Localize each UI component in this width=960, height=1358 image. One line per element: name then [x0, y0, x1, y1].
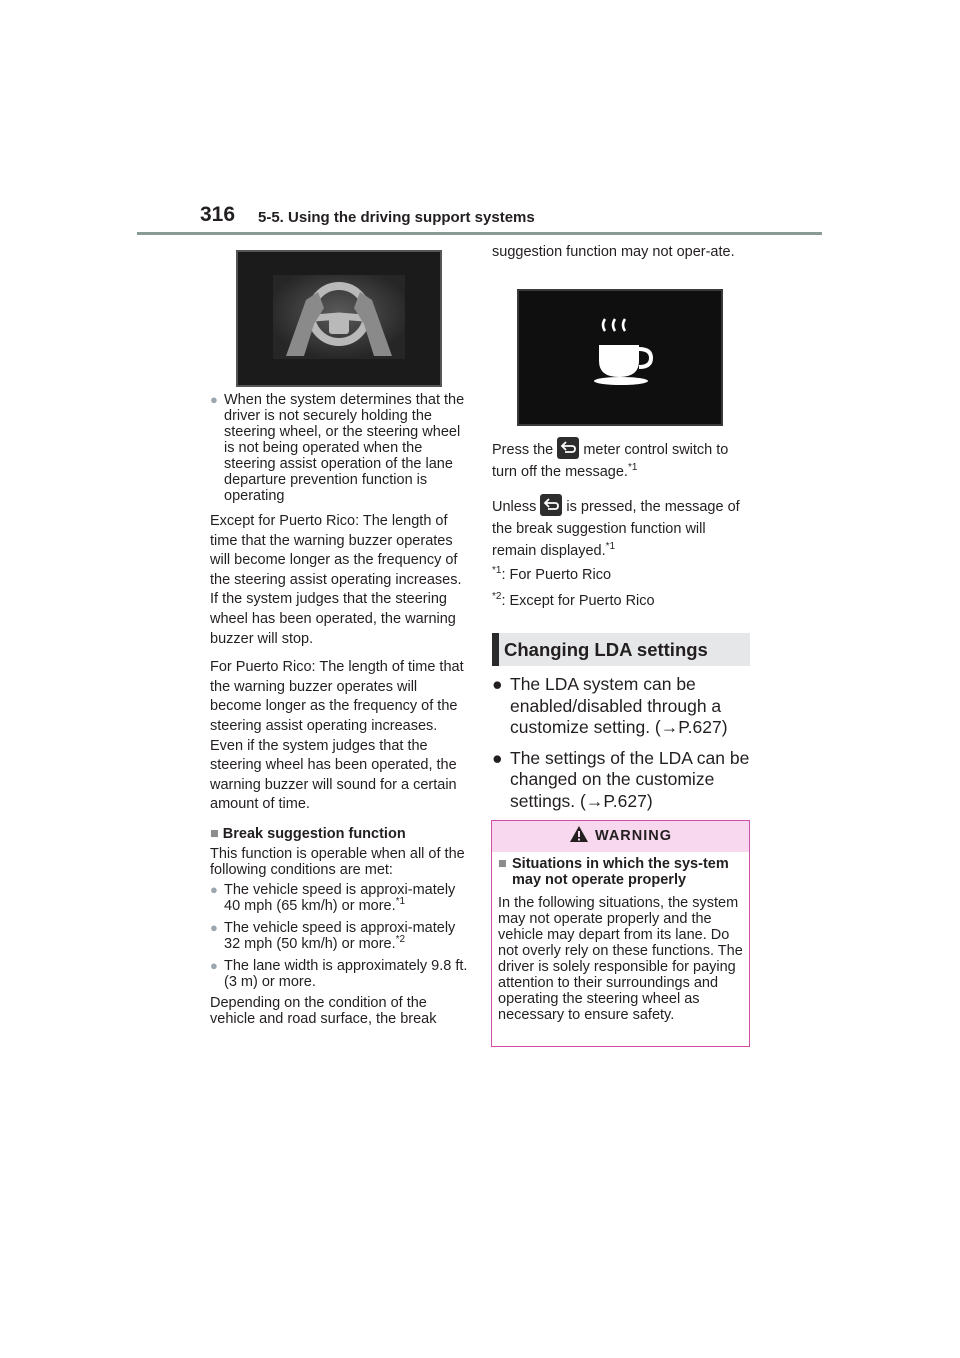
footnote-ref: *1 — [395, 896, 406, 908]
list-item-text: The LDA system can be enabled/disabled through a customize setting. (→P.627) — [510, 674, 728, 737]
coffee-cup-icon — [519, 291, 721, 424]
paragraph-except-pr: Except for Puerto Rico: The length of time that the warning buzzer operates will become longer as the frequency of the steering assist operating increases. If the system judges that the steering wheel has been operated, the warning buzzer will stop. — [210, 513, 462, 647]
bullet-dot-icon: ● — [492, 747, 503, 768]
warning-body — [492, 852, 749, 1023]
warning-subheading — [498, 856, 743, 888]
warning-triangle-icon — [569, 825, 589, 843]
warning-text: In the following situations, the system may not operate properly and the vehicle may depart from its lane. Do not overly rely on these functions. The driver is solely responsible for paying attention to their surroundings and operating the steering wheel as necessary to ensure safety. — [498, 895, 743, 1023]
list-item — [492, 748, 752, 813]
unless-paragraph — [492, 494, 752, 562]
list-item — [210, 920, 468, 952]
list-item-text: The settings of the LDA can be changed on the customize settings. (→P.627) — [510, 747, 750, 811]
paragraph-continued: suggestion function may not oper-ate. — [492, 244, 735, 260]
list-item-text: The vehicle speed is approxi-mately 40 mph (65 km/h) or more. — [224, 881, 456, 914]
press-text-a: Press the — [492, 442, 554, 458]
warning-subheading-text: Situations in which the sys-tem may not operate properly — [512, 856, 729, 888]
list-item — [492, 674, 752, 739]
section-title: 5-5. Using the driving support systems — [258, 209, 535, 226]
list-item-text: When the system determines that the driver is not securely holding the steering wheel, or the steering wheel is not being operated when the steering assist operation of the lane departure prevention function is operating — [224, 392, 465, 504]
list-item-text: The lane width is approximately 9.8 ft. (3 m) or more. — [224, 957, 468, 990]
break-suggestion-heading — [210, 826, 468, 843]
warning-title: WARNING — [594, 828, 673, 844]
square-bullet-icon: ■ — [210, 825, 219, 842]
unless-text-b: is pressed, the message of the break suggestion function will remain displayed. — [492, 499, 740, 559]
continued-text — [492, 244, 752, 260]
lda-settings-heading: Changing LDA settings — [492, 633, 750, 666]
bullet-dot-icon: ● — [492, 674, 503, 694]
bullet-dot-icon: ● — [210, 957, 218, 973]
break-intro: This function is operable when all of the following conditions are met: — [210, 845, 465, 878]
bullet-dot-icon: ● — [210, 919, 218, 935]
warning-header — [492, 821, 749, 852]
hands-on-wheel-display — [236, 250, 442, 387]
bullet-dot-icon: ● — [210, 392, 218, 407]
bullet-dot-icon: ● — [210, 881, 218, 897]
list-item-text: The vehicle speed is approxi-mately 32 mph (50 km/h) or more. — [224, 919, 456, 952]
header-rule — [137, 232, 822, 235]
footnote-text: : For Puerto Rico — [501, 567, 612, 583]
hands-on-steering-wheel-icon — [238, 252, 440, 385]
back-button-icon — [540, 494, 562, 516]
list-item — [210, 958, 468, 990]
list-item — [210, 882, 468, 914]
page-number: 316 — [200, 203, 236, 226]
press-paragraph — [492, 437, 752, 483]
footnote-2 — [492, 592, 752, 612]
footnote-mark: *1 — [492, 565, 502, 577]
footnote-ref: *2 — [395, 934, 406, 946]
back-button-icon — [557, 437, 579, 459]
footnote-text: : Except for Puerto Rico — [501, 593, 655, 609]
break-suggestion-display — [517, 289, 723, 426]
footnote-ref: *1 — [605, 541, 616, 553]
heading-text: Break suggestion function — [222, 825, 406, 842]
footnote-ref: *1 — [627, 462, 638, 474]
square-bullet-icon: ■ — [498, 856, 507, 872]
press-text-b: meter control switch to turn off the message. — [492, 442, 729, 480]
footnote-1 — [492, 566, 752, 586]
depending-paragraph: Depending on the condition of the vehicle and road surface, the break — [210, 994, 437, 1027]
list-item — [210, 392, 468, 504]
lda-bullets — [492, 674, 752, 812]
left-column — [210, 392, 468, 1027]
warning-box — [491, 820, 750, 1047]
footnote-mark: *2 — [492, 591, 502, 603]
unless-text-a: Unless — [492, 499, 537, 515]
paragraph-pr: For Puerto Rico: The length of time that the warning buzzer operates will become longer as the frequency of the steering assist operating increases. Even if the system judges that the steering wheel has been operated, the warning buzzer will sound for a certain amount of time. — [210, 659, 464, 813]
